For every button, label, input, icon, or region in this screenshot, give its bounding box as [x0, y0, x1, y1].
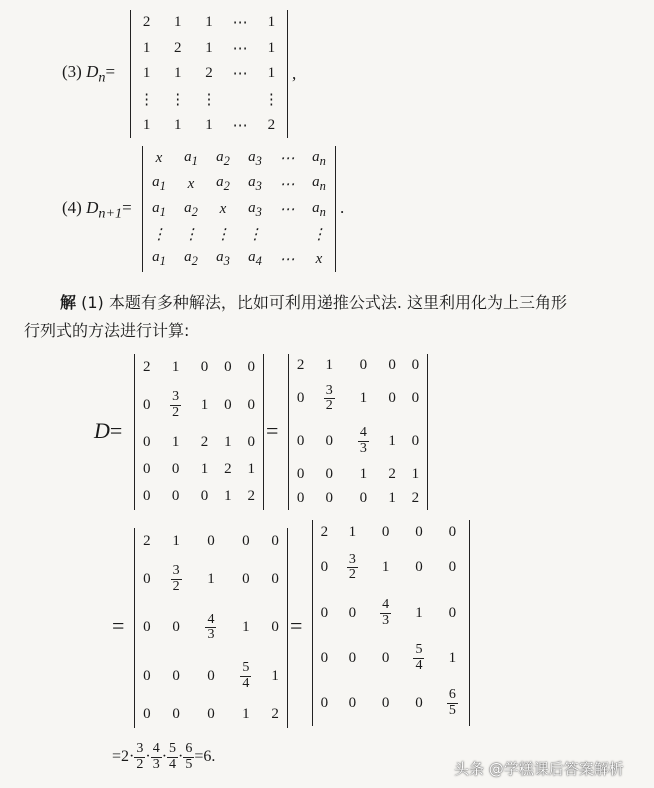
mat0-cell-r3c5: 0: [247, 434, 256, 451]
mat2-cell-r1c2: 1: [172, 533, 180, 550]
mat0-cell-r3c1: 0: [142, 434, 151, 451]
mat3-cell-r3c3: $\frac{4}{3}$: [382, 596, 390, 628]
det3-cell-r1c5: 1: [267, 14, 276, 31]
mat0-cell-r5c2: 0: [171, 488, 180, 504]
det3-cell-r3c3: 2: [205, 65, 213, 82]
mat2-cell-r3c4: 1: [242, 619, 250, 636]
det3-cell-r4c5: ⋮: [263, 92, 279, 109]
result-fraction-1: $\frac{3}{2}$: [136, 741, 144, 772]
det3-cell-r2c5: 1: [267, 39, 276, 56]
solution-line2: 行列式的方法进行计算:: [24, 321, 190, 340]
solution-line1: 解 (1) 本题有多种解法，比如可利用递推公式法. 这里利用化为上三角形: [60, 293, 568, 312]
mat0-cell-r4c1: 0: [142, 461, 151, 478]
mat3-cell-r4c1: 0: [320, 649, 329, 666]
det4-cell-r3c1: $a_1$: [152, 199, 166, 219]
mat1-cell-r1c4: 0: [388, 357, 396, 374]
mat0-cell-r5c1: 0: [142, 488, 151, 504]
mat2-cell-r4c3: 0: [207, 668, 215, 685]
mat3-cell-r3c1: 0: [320, 604, 329, 621]
mat2-cell-r1c5: 0: [271, 533, 279, 550]
mat1-cell-r5c3: 0: [359, 489, 368, 506]
det4-cell-r1c4: $a_3$: [248, 148, 262, 168]
det3-cell-r5c3: 1: [205, 116, 213, 133]
equals-sign-1: =: [266, 418, 279, 443]
det4-cell-r5c6: x: [315, 250, 323, 267]
mat2-cell-r2c4: 0: [242, 570, 250, 587]
mat1-cell-r5c5: 2: [411, 489, 420, 506]
mat0-cell-r4c5: 1: [247, 461, 256, 478]
det4-cell-r4c5: [271, 222, 303, 246]
mat2-cell-r4c4: $\frac{5}{4}$: [242, 660, 250, 692]
matrix-step-1: [134, 354, 264, 510]
mat0-cell-r4c3: 1: [200, 461, 209, 478]
mat2-cell-r2c1: 0: [143, 570, 151, 587]
mat2-cell-r4c2: 0: [172, 668, 180, 685]
mat3-cell-r4c4: $\frac{5}{4}$: [415, 642, 423, 673]
mat1-cell-r4c1: 0: [296, 465, 305, 482]
mat2-cell-r3c3: $\frac{4}{3}$: [207, 611, 215, 643]
mat0-cell-r4c4: 2: [224, 461, 232, 478]
mat0-cell-r1c3: 0: [200, 358, 209, 375]
mat2-cell-r5c2: 0: [172, 705, 180, 722]
mat3-cell-r2c3: 1: [381, 559, 390, 576]
mat3-cell-r1c5: 0: [448, 524, 457, 541]
mat1-cell-r5c4: 1: [388, 489, 396, 506]
mat1-cell-r2c3: 1: [359, 390, 368, 407]
mat3-cell-r4c2: 0: [348, 649, 357, 666]
equals-sign-3: =: [290, 613, 303, 638]
mat1-cell-r1c3: 0: [359, 357, 368, 374]
determinant-item4: [142, 146, 336, 272]
mat1-cell-r2c1: 0: [296, 390, 305, 407]
item4-trailing: .: [340, 198, 345, 217]
result-fraction-4: $\frac{6}{5}$: [185, 741, 193, 772]
det3-cell-r2c2: 2: [174, 39, 182, 56]
mat1-cell-r2c5: 0: [411, 390, 420, 407]
mat3-cell-r5c5: $\frac{6}{5}$: [448, 687, 456, 718]
mat0-cell-r4c2: 0: [171, 461, 180, 478]
mat2-cell-r2c3: 1: [207, 570, 215, 587]
mat1-cell-r4c4: 2: [388, 465, 396, 482]
mat3-cell-r5c1: 0: [320, 694, 329, 711]
mat3-cell-r5c2: 0: [348, 694, 357, 711]
mat1-cell-r3c1: 0: [296, 432, 305, 449]
item4-label: (4) $D_{n+1}=$: [62, 198, 132, 222]
matrix-step-2: [288, 354, 428, 510]
det3-cell-r5c4: ⋯: [232, 117, 248, 134]
mat2-cell-r2c5: 0: [271, 570, 279, 587]
mat0-cell-r3c2: 1: [171, 434, 180, 451]
mat0-cell-r1c4: 0: [224, 358, 232, 375]
det4-cell-r4c2: ⋮: [183, 226, 199, 243]
mat3-cell-r4c3: 0: [381, 649, 390, 666]
det3-cell-r1c3: 1: [205, 14, 213, 31]
det4-cell-r5c3: $a_3$: [216, 249, 230, 269]
det4-cell-r3c6: $a_n$: [312, 199, 326, 219]
det4-cell-r4c4: ⋮: [247, 226, 263, 243]
mat1-cell-r3c5: 0: [411, 432, 420, 449]
mat3-cell-r2c1: 0: [320, 559, 329, 576]
mat1-cell-r1c5: 0: [411, 357, 420, 374]
mat0-cell-r2c4: 0: [224, 396, 232, 413]
mat2-cell-r3c5: 0: [271, 619, 279, 636]
det3-cell-r3c5: 1: [267, 65, 276, 82]
det3-cell-r3c4: ⋯: [232, 66, 248, 83]
det4-cell-r1c1: x: [155, 150, 163, 167]
mat2-cell-r2c2: $\frac{3}{2}$: [172, 563, 180, 594]
mat1-cell-r3c4: 1: [388, 432, 396, 449]
matrix-step-4: [312, 520, 470, 726]
mat0-cell-r1c1: 2: [142, 358, 151, 375]
mat2-cell-r1c3: 0: [207, 533, 215, 550]
det3-cell-r4c3: ⋮: [201, 92, 217, 109]
equals-sign-2: =: [112, 613, 125, 638]
det4-cell-r1c2: $a_1$: [184, 148, 198, 168]
det3-cell-r2c4: ⋯: [232, 40, 248, 57]
mat2-cell-r4c1: 0: [143, 668, 151, 685]
mat2-cell-r4c5: 1: [271, 668, 279, 685]
solution-title: 解: [60, 293, 77, 312]
mat1-cell-r4c2: 0: [325, 465, 334, 482]
mat0-cell-r2c5: 0: [247, 396, 256, 413]
det3-cell-r5c1: 1: [142, 116, 151, 133]
mat3-cell-r2c2: $\frac{3}{2}$: [348, 551, 356, 583]
mat1-cell-r4c3: 1: [359, 465, 368, 482]
det4-cell-r5c2: $a_2$: [184, 249, 198, 269]
mat2-cell-r1c1: 2: [143, 533, 151, 550]
result-fraction-2: $\frac{4}{3}$: [152, 741, 160, 772]
det4-cell-r5c1: $a_1$: [152, 249, 166, 269]
mat3-cell-r3c2: 0: [348, 604, 357, 621]
det3-cell-r5c2: 1: [174, 116, 182, 133]
det4-cell-r2c2: x: [187, 175, 195, 192]
mat0-cell-r1c2: 1: [171, 358, 180, 375]
mat0-cell-r1c5: 0: [247, 358, 256, 375]
mat3-cell-r2c4: 0: [415, 559, 423, 576]
mat1-cell-r4c5: 1: [411, 465, 420, 482]
det4-cell-r1c5: ⋯: [279, 151, 295, 168]
det3-cell-r2c3: 1: [205, 39, 213, 56]
det3-cell-r4c1: ⋮: [139, 92, 155, 109]
det4-cell-r4c1: ⋮: [151, 226, 167, 243]
mat3-cell-r5c4: 0: [415, 694, 423, 711]
mat3-cell-r3c4: 1: [415, 604, 423, 621]
mat0-cell-r5c5: 2: [247, 488, 256, 504]
mat0-cell-r5c3: 0: [200, 488, 209, 504]
det4-cell-r1c6: $a_n$: [312, 148, 326, 168]
mat3-cell-r1c1: 2: [320, 524, 329, 541]
mat2-cell-r1c4: 0: [242, 533, 250, 550]
det4-cell-r4c3: ⋮: [215, 226, 231, 243]
mat2-cell-r5c3: 0: [207, 705, 215, 722]
det4-cell-r3c5: ⋯: [279, 202, 295, 219]
det4-cell-r2c1: $a_1$: [152, 174, 166, 194]
det4-cell-r2c3: $a_2$: [216, 174, 230, 194]
watermark: 头条 @学糕课后答案解析: [454, 760, 624, 778]
result-line: =2· $\frac{3}{2}$ · $\frac{4}{3}$ · $\frac{5}{4}$ · $\frac{6}{5}$ =6.: [112, 741, 216, 772]
mat1-cell-r1c1: 2: [296, 357, 305, 374]
mat3-cell-r1c4: 0: [415, 524, 423, 541]
det3-cell-r5c5: 2: [267, 116, 276, 133]
mat3-cell-r5c3: 0: [381, 694, 390, 711]
mat0-cell-r2c2: $\frac{3}{2}$: [172, 388, 180, 420]
det4-cell-r3c2: $a_2$: [184, 199, 198, 219]
mat1-cell-r2c4: 0: [388, 390, 396, 407]
result-fraction-3: $\frac{5}{4}$: [169, 741, 177, 772]
mat3-cell-r2c5: 0: [448, 559, 457, 576]
mat3-cell-r3c5: 0: [448, 604, 457, 621]
det3-cell-r4c2: ⋮: [170, 92, 186, 109]
det3-cell-r3c2: 1: [174, 65, 182, 82]
determinant-item3: [130, 10, 288, 138]
det4-cell-r2c5: ⋯: [279, 176, 295, 193]
mat0-cell-r5c4: 1: [224, 488, 232, 504]
det4-cell-r2c6: $a_n$: [312, 174, 326, 194]
mat0-cell-r2c3: 1: [200, 396, 209, 413]
mat0-cell-r3c4: 1: [224, 434, 232, 451]
det3-cell-r1c4: ⋯: [232, 15, 248, 32]
mat2-cell-r5c4: 1: [242, 705, 250, 722]
mat2-cell-r5c1: 0: [143, 705, 151, 722]
mat2-cell-r3c2: 0: [172, 619, 180, 636]
det3-cell-r1c2: 1: [174, 14, 182, 31]
mat3-cell-r1c2: 1: [348, 524, 357, 541]
det3-cell-r3c1: 1: [142, 65, 151, 82]
det4-cell-r3c3: x: [219, 201, 227, 218]
item3-label: (3) $D_n=$: [62, 62, 116, 86]
mat1-cell-r1c2: 1: [325, 357, 334, 374]
matrix-step-3: [134, 528, 288, 728]
mat2-cell-r3c1: 0: [143, 619, 151, 636]
main-eq-label: D=: [94, 418, 123, 443]
mat3-cell-r4c5: 1: [448, 649, 457, 666]
mat2-cell-r5c5: 2: [271, 705, 279, 722]
det3-cell-r4c4: [225, 87, 256, 113]
mat1-cell-r5c2: 0: [325, 489, 334, 506]
mat1-cell-r5c1: 0: [296, 489, 305, 506]
det3-cell-r1c1: 2: [142, 14, 151, 31]
mat1-cell-r2c2: $\frac{3}{2}$: [325, 382, 333, 414]
det4-cell-r1c3: $a_2$: [216, 148, 230, 168]
mat1-cell-r3c3: $\frac{4}{3}$: [359, 425, 367, 456]
mat1-cell-r3c2: 0: [325, 432, 334, 449]
mat0-cell-r3c3: 2: [200, 434, 209, 451]
det4-cell-r5c5: ⋯: [279, 251, 295, 268]
mat0-cell-r2c1: 0: [142, 396, 151, 413]
det3-cell-r2c1: 1: [142, 39, 151, 56]
det4-cell-r3c4: $a_3$: [248, 199, 262, 219]
item3-trailing: ,: [292, 64, 297, 83]
det4-cell-r5c4: $a_4$: [248, 249, 262, 269]
det4-cell-r2c4: $a_3$: [248, 174, 262, 194]
det4-cell-r4c6: ⋮: [311, 226, 327, 243]
mat3-cell-r1c3: 0: [381, 524, 390, 541]
